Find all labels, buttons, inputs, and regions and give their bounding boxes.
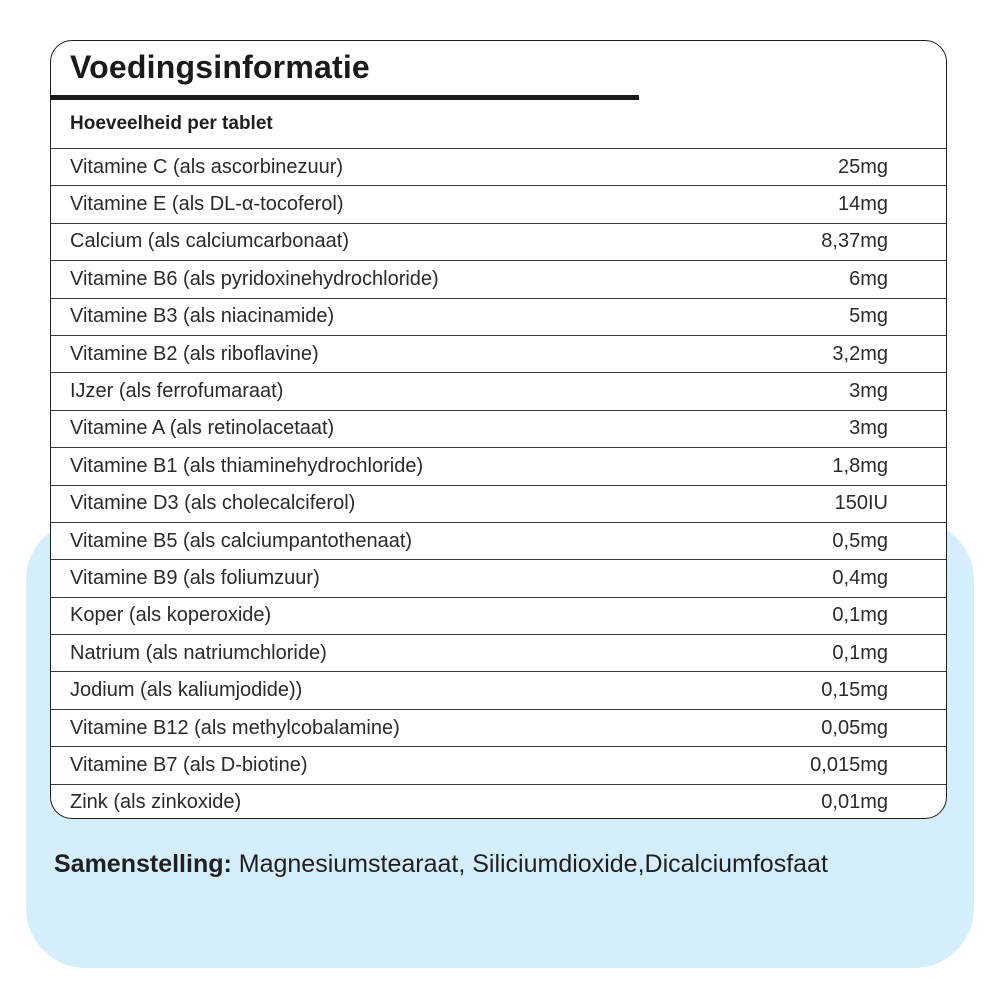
nutrient-name: Vitamine C (als ascorbinezuur) [70, 155, 344, 178]
nutrient-table [51, 148, 946, 819]
title-underline [51, 95, 639, 100]
nutrition-facts-panel [50, 40, 947, 819]
nutrient-name: Vitamine D3 (als cholecalciferol) [70, 492, 356, 515]
nutrient-amount: 8,37mg [821, 230, 888, 253]
nutrient-name: Vitamine E (als DL-α-tocoferol) [70, 193, 344, 216]
nutrient-amount: 0,05mg [821, 716, 888, 739]
nutrient-name: Vitamine B5 (als calciumpantothenaat) [70, 529, 413, 552]
table-row [51, 522, 946, 559]
nutrient-name: Vitamine B1 (als thiaminehydrochloride) [70, 454, 424, 477]
table-row [51, 148, 946, 185]
table-row [51, 447, 946, 484]
nutrient-amount: 0,015mg [810, 753, 888, 776]
table-row [51, 634, 946, 671]
nutrient-amount: 0,1mg [832, 604, 888, 627]
nutrient-name: Vitamine B12 (als methylcobalamine) [70, 716, 400, 739]
table-row [51, 223, 946, 260]
table-row [51, 260, 946, 297]
nutrient-name: Vitamine B3 (als niacinamide) [70, 305, 335, 328]
table-row [51, 559, 946, 596]
serving-header: Hoeveelheid per tablet [70, 113, 273, 134]
nutrient-name: Calcium (als calciumcarbonaat) [70, 230, 349, 253]
nutrient-name: Vitamine B7 (als D-biotine) [70, 753, 308, 776]
nutrient-amount: 5mg [849, 305, 888, 328]
nutrient-name: Jodium (als kaliumjodide)) [70, 679, 303, 702]
nutrient-amount: 6mg [849, 267, 888, 290]
table-row [51, 746, 946, 783]
table-row [51, 335, 946, 372]
table-row [51, 485, 946, 522]
nutrient-amount: 0,1mg [832, 641, 888, 664]
table-row [51, 671, 946, 708]
nutrient-amount: 0,15mg [821, 679, 888, 702]
nutrient-name: Koper (als koperoxide) [70, 604, 272, 627]
nutrient-amount: 150IU [834, 492, 888, 515]
nutrient-amount: 1,8mg [832, 454, 888, 477]
nutrient-amount: 0,4mg [832, 566, 888, 589]
nutrient-amount: 0,5mg [832, 529, 888, 552]
nutrient-name: Vitamine B9 (als foliumzuur) [70, 566, 320, 589]
table-row [51, 298, 946, 335]
nutrient-amount: 25mg [837, 155, 888, 178]
table-row [51, 372, 946, 409]
nutrient-name: Vitamine A (als retinolacetaat) [70, 417, 335, 440]
nutrient-name: Zink (als zinkoxide) [70, 791, 242, 814]
nutrient-amount: 0,01mg [821, 791, 888, 814]
table-row [51, 410, 946, 447]
composition-line [54, 850, 828, 879]
nutrient-name: IJzer (als ferrofumaraat) [70, 380, 284, 403]
nutrient-name: Natrium (als natriumchloride) [70, 641, 327, 664]
nutrient-amount: 3,2mg [832, 342, 888, 365]
composition-label: Samenstelling: [54, 850, 232, 878]
nutrient-amount: 3mg [849, 417, 888, 440]
table-row [51, 185, 946, 222]
nutrient-amount: 14mg [837, 193, 888, 216]
table-row [51, 784, 946, 819]
composition-text: Magnesiumstearaat, Siliciumdioxide,Dicalciumfosfaat [231, 850, 828, 878]
nutrient-name: Vitamine B2 (als riboflavine) [70, 342, 319, 365]
table-row [51, 709, 946, 746]
table-row [51, 597, 946, 634]
nutrient-amount: 3mg [849, 380, 888, 403]
nutrient-name: Vitamine B6 (als pyridoxinehydrochloride) [70, 267, 439, 290]
page-title: Voedingsinformatie [70, 49, 370, 85]
